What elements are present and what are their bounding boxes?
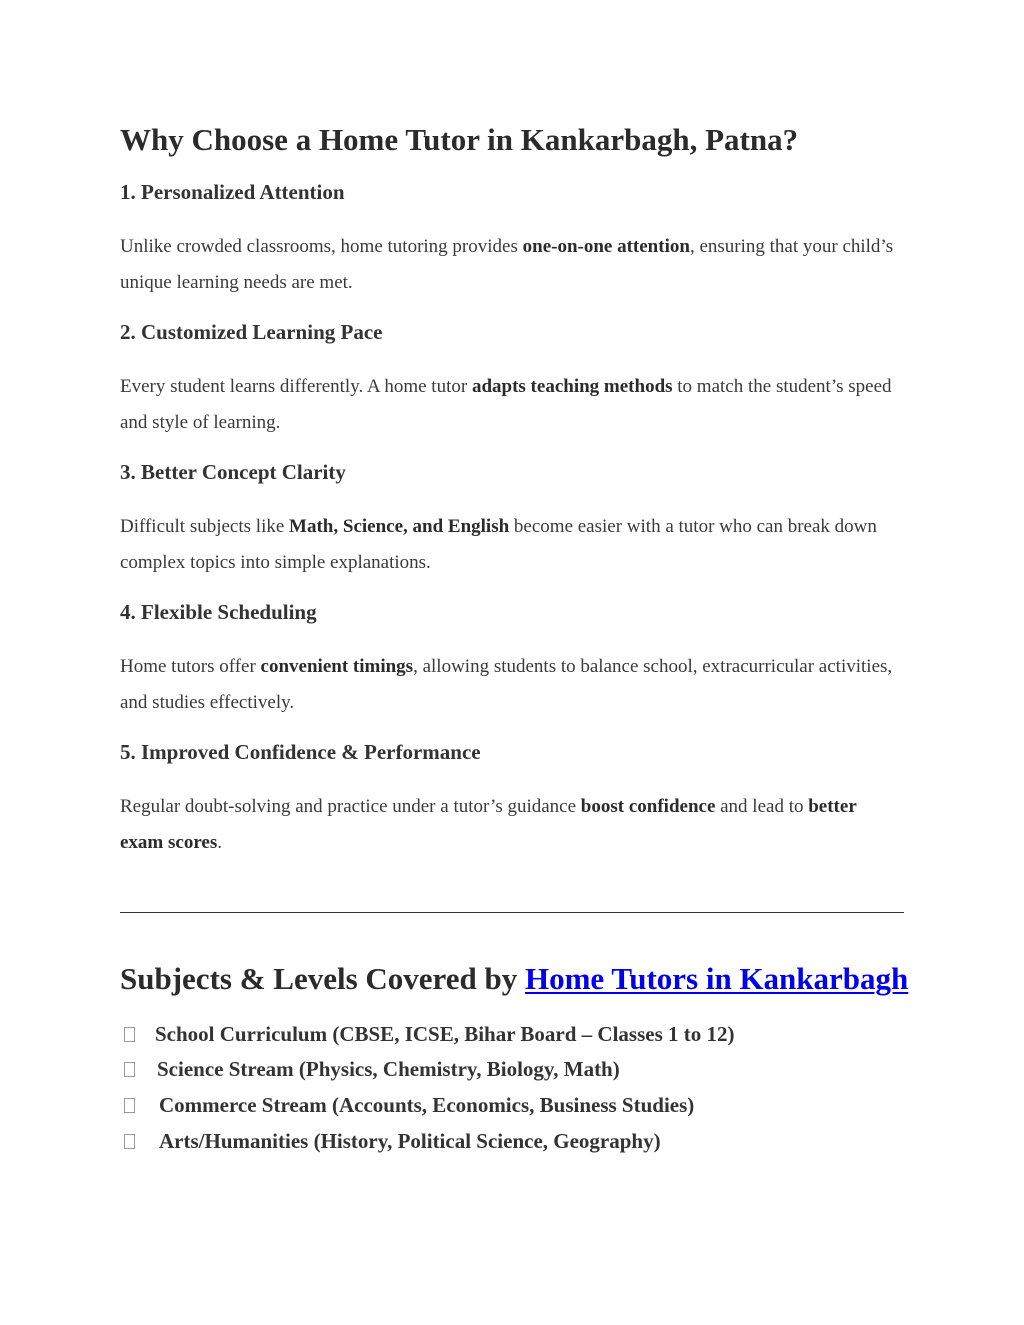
point-heading-5: 5. Improved Confidence & Performance — [120, 740, 481, 764]
paragraph-bold-text: adapts teaching methods — [471, 376, 673, 397]
point-heading-3: 3. Better Concept Clarity — [120, 460, 346, 484]
list-item — [124, 1090, 694, 1120]
checkbox-square-icon — [124, 1027, 135, 1042]
section-title-subjects — [120, 963, 908, 994]
paragraph-bold-text: boost confidence — [580, 796, 716, 817]
paragraph-text: and lead to — [715, 796, 809, 817]
point-heading-2: 2. Customized Learning Pace — [120, 320, 383, 344]
checkbox-square-icon — [124, 1134, 135, 1149]
paragraph-bold-text: better exam scores — [120, 796, 857, 853]
paragraph-text: , allowing students to balance school, extracurricular activities, and studies effectively. — [120, 656, 893, 713]
point-paragraph-4 — [120, 649, 904, 721]
paragraph-text: Every student learns differently. A home tutor — [120, 376, 472, 397]
paragraph-text: Difficult subjects like — [120, 516, 290, 537]
list-item — [124, 1126, 661, 1156]
horizontal-divider — [120, 912, 904, 913]
list-item-text: Science Stream (Physics, Chemistry, Biology, Math) — [157, 1056, 620, 1081]
paragraph-bold-text: Math, Science, and English — [289, 516, 510, 537]
checkbox-square-icon — [124, 1062, 135, 1077]
paragraph-bold-text: one-on-one attention — [522, 236, 690, 257]
list-item-text: Commerce Stream (Accounts, Economics, Business Studies) — [159, 1092, 695, 1117]
section-title-text: Subjects & Levels Covered by — [120, 961, 525, 996]
list-item-text: Arts/Humanities (History, Political Science, Geography) — [159, 1128, 661, 1153]
home-tutors-link[interactable]: Home Tutors in Kankarbagh — [524, 961, 909, 996]
point-paragraph-3 — [120, 509, 904, 581]
point-paragraph-1 — [120, 229, 904, 301]
list-item — [124, 1054, 620, 1084]
point-heading-4: 4. Flexible Scheduling — [120, 600, 317, 624]
point-paragraph-5 — [120, 789, 904, 861]
paragraph-text: become easier with a tutor who can break down complex topics into simple explanations. — [120, 516, 877, 573]
paragraph-bold-text: convenient timings — [260, 656, 414, 677]
point-heading-1: 1. Personalized Attention — [120, 180, 345, 204]
point-paragraph-2 — [120, 369, 904, 441]
section-title-why-choose: Why Choose a Home Tutor in Kankarbagh, Patna? — [120, 122, 799, 157]
paragraph-text: Unlike crowded classrooms, home tutoring provides — [120, 236, 523, 257]
paragraph-text: to match the student’s speed and style of learning. — [120, 376, 892, 433]
paragraph-text: , ensuring that your child’s unique learning needs are met. — [120, 236, 894, 293]
checkbox-square-icon — [124, 1098, 135, 1113]
list-item-text: School Curriculum (CBSE, ICSE, Bihar Board – Classes 1 to 12) — [155, 1021, 735, 1046]
paragraph-text: . — [217, 832, 223, 853]
paragraph-text: Home tutors offer — [120, 656, 261, 677]
list-item — [124, 1019, 735, 1049]
paragraph-text: Regular doubt-solving and practice under a tutor’s guidance — [120, 796, 581, 817]
